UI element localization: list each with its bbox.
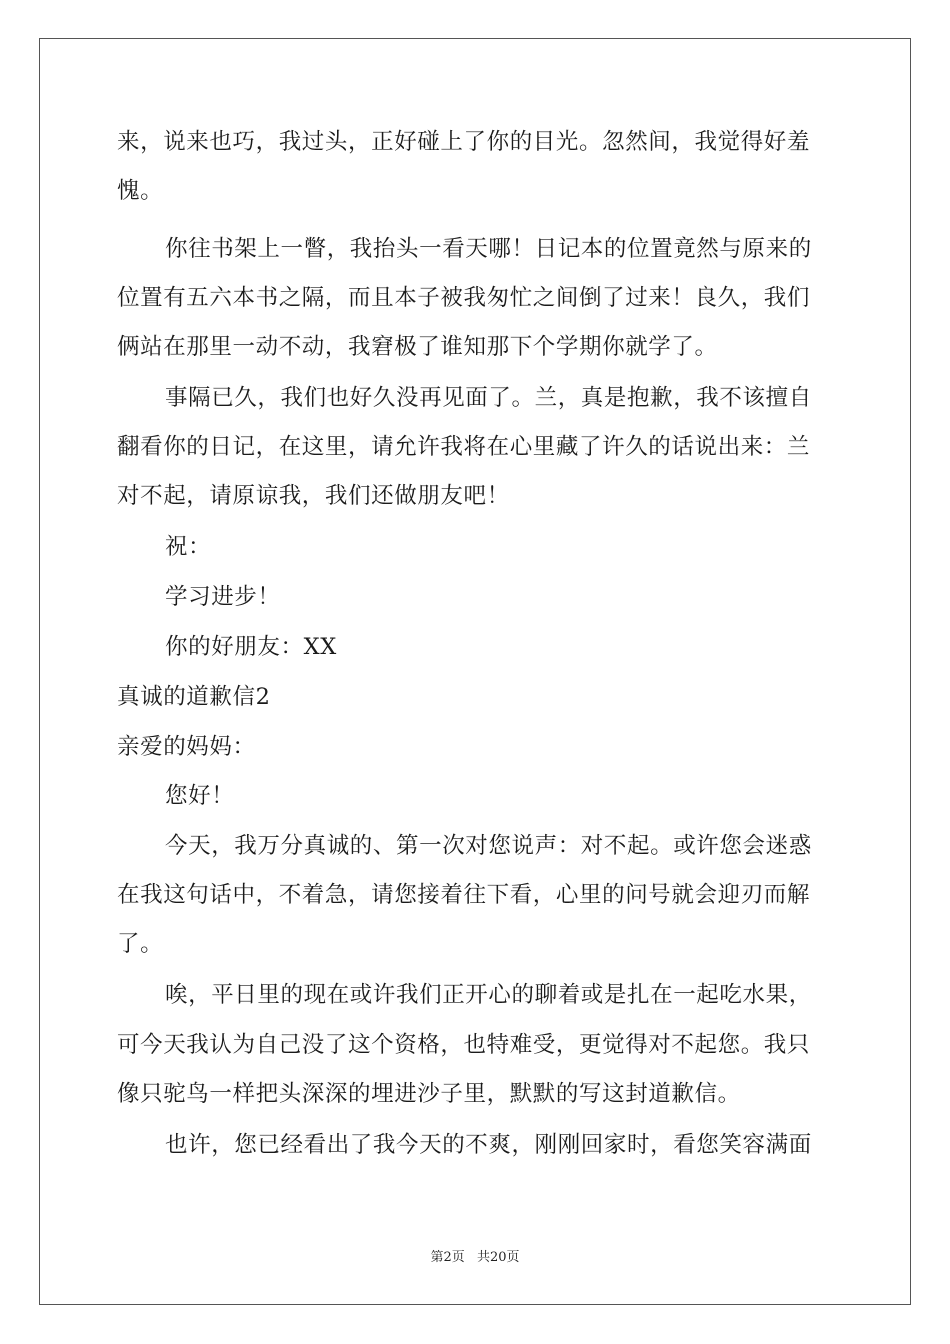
text-line: 俩站在那里一动不动，我窘极了谁知那下个学期你就学了。: [117, 334, 718, 360]
closing-wish: 学习进步！: [165, 584, 281, 610]
text-line: 也许，您已经看出了我今天的不爽，刚刚回家时，看您笑容满面: [165, 1132, 812, 1158]
text-line: 你往书架上一瞥，我抬头一看天哪！日记本的位置竟然与原来的: [165, 236, 812, 262]
closing-salutation: 祝：: [165, 534, 212, 560]
text-line: 可今天我认为自己没了这个资格，也特难受，更觉得对不起您。我只: [117, 1032, 811, 1058]
text-line: 唉，平日里的现在或许我们正开心的聊着或是扎在一起吃水果，: [165, 982, 812, 1008]
text-line: 今天，我万分真诚的、第一次对您说声：对不起。或许您会迷惑: [165, 833, 812, 859]
page-number: 第2页: [430, 1250, 465, 1265]
page-border: [39, 38, 911, 1305]
text-line: 事隔已久，我们也好久没再见面了。兰，真是抱歉，我不该擅自: [165, 385, 812, 411]
section-title: 真诚的道歉信2: [117, 684, 271, 710]
page-total: 共20页: [476, 1250, 520, 1265]
text-line: 在我这句话中，不着急，请您接着往下看，心里的问号就会迎刃而解: [117, 882, 811, 908]
text-line: 了。: [117, 931, 164, 957]
text-line: 对不起，请原谅我，我们还做朋友吧！: [117, 483, 510, 509]
text-line: 位置有五六本书之隔，而且本子被我匆忙之间倒了过来！良久，我们: [117, 285, 811, 311]
text-line: 愧。: [117, 178, 164, 204]
text-line: 来，说来也巧，我过头，正好碰上了你的目光。忽然间，我觉得好羞: [117, 129, 811, 155]
text-line: 像只驼鸟一样把头深深的埋进沙子里，默默的写这封道歉信。: [117, 1081, 741, 1107]
greeting-line: 亲爱的妈妈：: [117, 734, 256, 760]
page-footer: [0, 1246, 950, 1265]
text-line: 您好！: [165, 783, 235, 809]
text-line: 翻看你的日记，在这里，请允许我将在心里藏了许久的话说出来：兰: [117, 434, 811, 460]
signature-line: 你的好朋友：XX: [165, 634, 337, 660]
